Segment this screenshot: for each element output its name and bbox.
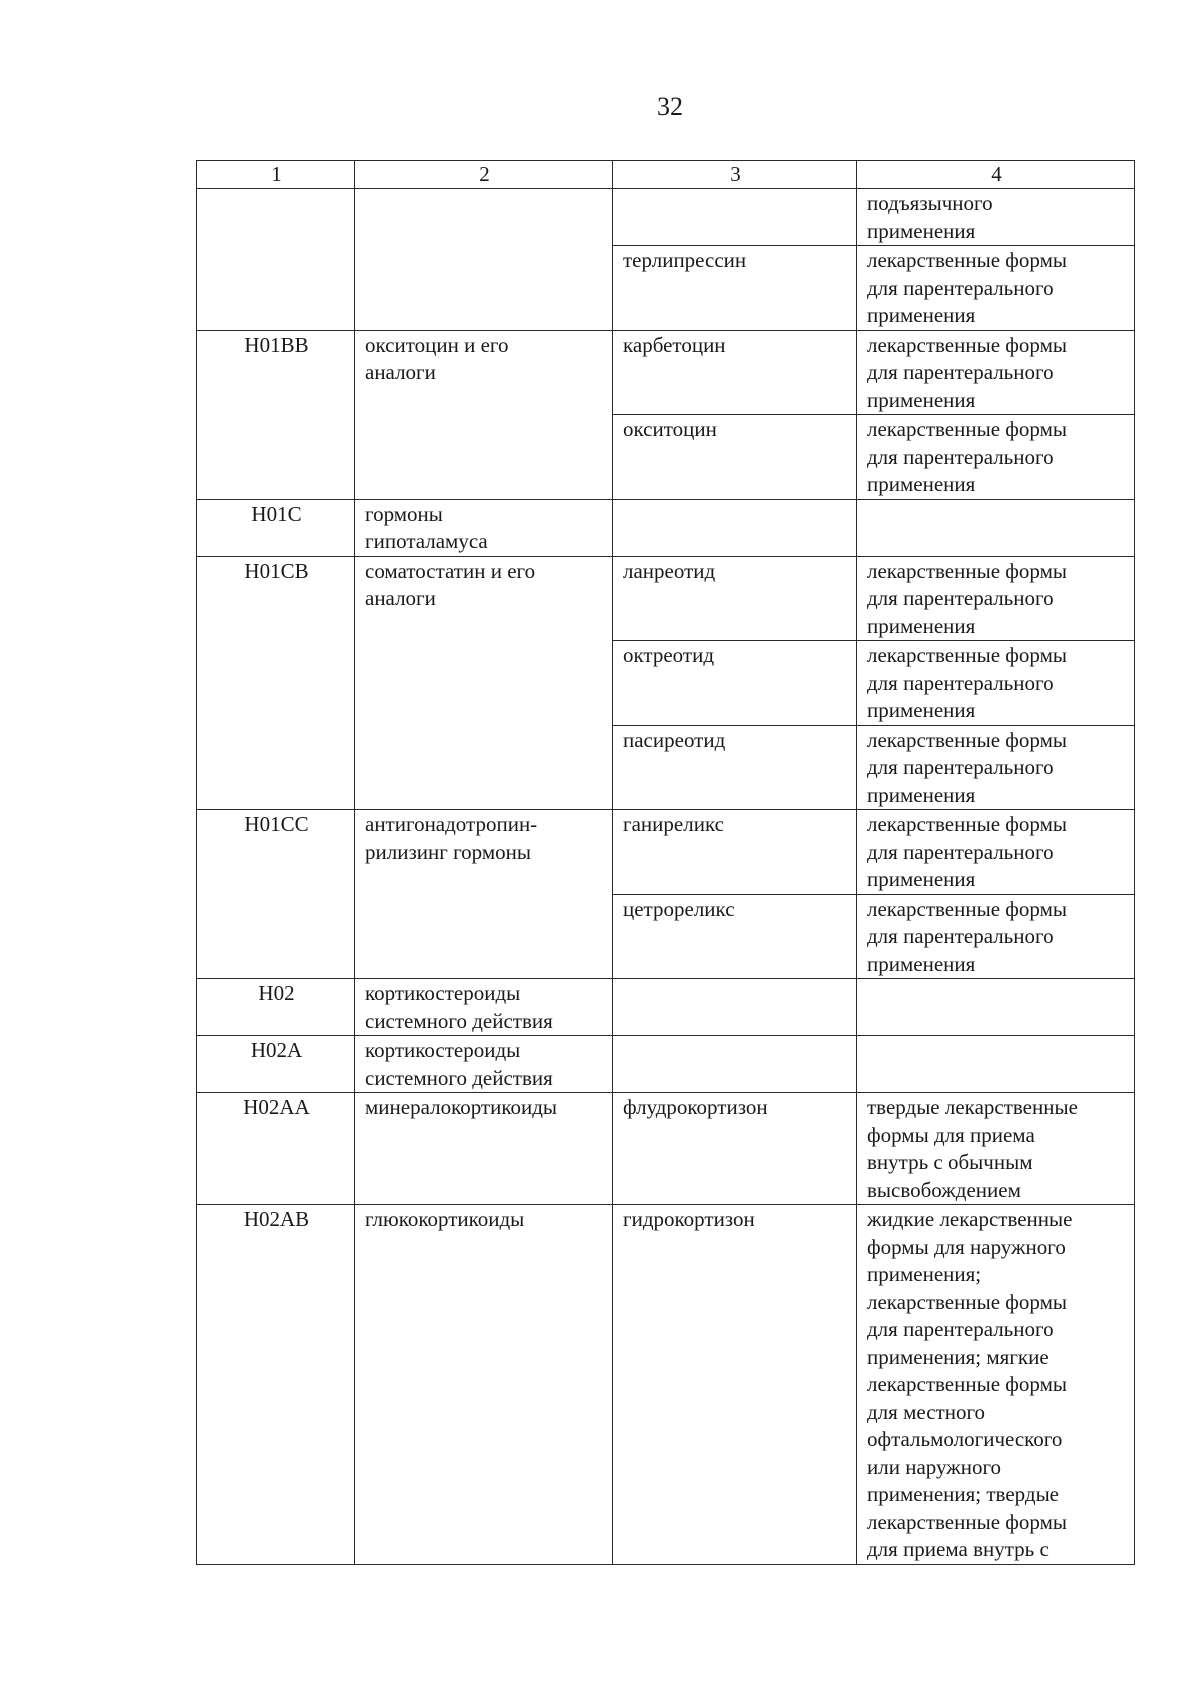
anatomical-therapeutic-group-cell <box>355 979 613 1036</box>
cell-text-line: для местного <box>867 1399 986 1424</box>
drug-name-cell: ганиреликс <box>613 810 857 895</box>
cell-text-line: жидкие лекарственные <box>867 1207 1073 1231</box>
dosage-form-cell <box>857 330 1135 415</box>
cell-text-line: лекарственные формы <box>867 248 1067 272</box>
cell-text-line: применения <box>867 613 976 638</box>
cell-text-line: гормоны <box>365 501 443 526</box>
cell-text-line: аналоги <box>365 360 436 384</box>
table-row <box>197 979 1135 1036</box>
cell-text-line: для парентерального <box>867 670 1054 695</box>
atc-code-cell: H02AA <box>197 1093 355 1205</box>
anatomical-therapeutic-group-cell <box>355 556 613 810</box>
cell-text-line: применения <box>867 387 976 412</box>
cell-text-line: формы для приема <box>867 1122 1035 1147</box>
cell-text-line: глюкокортикоиды <box>365 1207 525 1231</box>
cell-text-line: применения; мягкие <box>867 1344 1049 1369</box>
drug-name-cell <box>613 499 857 556</box>
atc-code-cell: H01C <box>197 499 355 556</box>
cell-text-line: лекарственные формы <box>867 417 1067 441</box>
dosage-form-cell <box>857 1036 1135 1093</box>
cell-text-line: системного действия <box>365 1065 553 1090</box>
dosage-form-cell <box>857 189 1135 246</box>
dosage-form-cell <box>857 415 1135 500</box>
atc-code-cell: H02A <box>197 1036 355 1093</box>
drug-name-cell: окситоцин <box>613 415 857 500</box>
dosage-form-cell <box>857 894 1135 979</box>
anatomical-therapeutic-group-cell <box>355 330 613 499</box>
drug-name-cell: терлипрессин <box>613 246 857 331</box>
cell-text-line: твердые лекарственные <box>867 1095 1078 1119</box>
cell-text-line: подъязычного <box>867 191 993 215</box>
anatomical-therapeutic-group-cell <box>355 1093 613 1205</box>
cell-text-line: для парентерального <box>867 839 1054 864</box>
cell-text-line: лекарственные формы <box>867 727 1067 752</box>
cell-text-line: для парентерального <box>867 755 1054 779</box>
cell-text-line: высвобождением <box>867 1177 1021 1202</box>
atc-code-cell: H01CB <box>197 556 355 810</box>
dosage-form-cell <box>857 1205 1135 1565</box>
cell-text-line: гипоталамуса <box>365 529 488 553</box>
drug-name-cell: флудрокортизон <box>613 1093 857 1205</box>
column-header: 2 <box>355 161 613 189</box>
cell-text-line: лекарственные формы <box>867 558 1067 583</box>
cell-text-line: применения <box>867 951 976 976</box>
cell-text-line: формы для наружного <box>867 1234 1066 1259</box>
drug-name-cell <box>613 189 857 246</box>
cell-text-line: лекарственные формы <box>867 812 1067 836</box>
column-header: 1 <box>197 161 355 189</box>
table-row <box>197 189 1135 246</box>
dosage-form-cell <box>857 556 1135 641</box>
table-row <box>197 1205 1135 1565</box>
cell-text-line: для парентерального <box>867 275 1054 300</box>
cell-text-line: кортикостероиды <box>365 1038 521 1062</box>
table-header-row <box>197 161 1135 189</box>
anatomical-therapeutic-group-cell <box>355 1036 613 1093</box>
cell-text-line: применения <box>867 867 976 891</box>
dosage-form-cell <box>857 246 1135 331</box>
anatomical-therapeutic-group-cell <box>355 189 613 331</box>
cell-text-line: лекарственные формы <box>867 643 1067 667</box>
cell-text-line: лекарственные формы <box>867 1289 1067 1314</box>
drug-name-cell: пасиреотид <box>613 725 857 810</box>
dosage-form-cell <box>857 979 1135 1036</box>
drug-name-cell <box>613 1036 857 1093</box>
cell-text-line: для парентерального <box>867 1317 1054 1341</box>
cell-text-line: применения; твердые <box>867 1482 1059 1506</box>
table-row <box>197 330 1135 415</box>
page-number: 32 <box>657 92 683 121</box>
cell-text-line: минералокортикоиды <box>365 1095 558 1119</box>
cell-text-line: внутрь с обычным <box>867 1150 1033 1174</box>
cell-text-line: для парентерального <box>867 924 1054 948</box>
drug-list-table <box>196 160 1135 1565</box>
table-row <box>197 499 1135 556</box>
cell-text-line: применения <box>867 218 976 243</box>
cell-text-line: применения <box>867 472 976 496</box>
cell-text-line: соматостатин и его <box>365 558 536 583</box>
cell-text-line: для приема внутрь с <box>867 1537 1049 1561</box>
cell-text-line: лекарственные формы <box>867 332 1067 357</box>
drug-name-cell: гидрокортизон <box>613 1205 857 1565</box>
table-row <box>197 1036 1135 1093</box>
cell-text-line: аналоги <box>365 586 436 610</box>
cell-text-line: для парентерального <box>867 444 1054 469</box>
cell-text-line: лекарственные формы <box>867 1509 1067 1534</box>
drug-name-cell <box>613 979 857 1036</box>
cell-text-line: рилизинг гормоны <box>365 839 532 864</box>
dosage-form-cell <box>857 725 1135 810</box>
table-row <box>197 810 1135 895</box>
cell-text-line: для парентерального <box>867 586 1054 610</box>
cell-text-line: лекарственные формы <box>867 1372 1067 1396</box>
anatomical-therapeutic-group-cell <box>355 499 613 556</box>
anatomical-therapeutic-group-cell <box>355 810 613 979</box>
cell-text-line: окситоцин и его <box>365 332 509 357</box>
dosage-form-cell <box>857 810 1135 895</box>
atc-code-cell: H01CC <box>197 810 355 979</box>
atc-code-cell: H02 <box>197 979 355 1036</box>
table-row <box>197 556 1135 641</box>
anatomical-therapeutic-group-cell <box>355 1205 613 1565</box>
column-header: 4 <box>857 161 1135 189</box>
column-header: 3 <box>613 161 857 189</box>
cell-text-line: антигонадотропин- <box>365 812 538 836</box>
cell-text-line: для парентерального <box>867 360 1054 384</box>
drug-name-cell: карбетоцин <box>613 330 857 415</box>
cell-text-line: или наружного <box>867 1454 1002 1479</box>
dosage-form-cell <box>857 641 1135 726</box>
cell-text-line: применения <box>867 303 976 327</box>
cell-text-line: лекарственные формы <box>867 896 1067 921</box>
table-row <box>197 1093 1135 1205</box>
drug-name-cell: ланреотид <box>613 556 857 641</box>
cell-text-line: применения; <box>867 1262 982 1286</box>
cell-text-line: кортикостероиды <box>365 981 521 1005</box>
atc-code-cell: H02AB <box>197 1205 355 1565</box>
cell-text-line: применения <box>867 782 976 807</box>
drug-name-cell: цетрореликс <box>613 894 857 979</box>
drug-name-cell: октреотид <box>613 641 857 726</box>
atc-code-cell: H01BB <box>197 330 355 499</box>
cell-text-line: системного действия <box>365 1008 553 1033</box>
cell-text-line: офтальмологического <box>867 1427 1063 1451</box>
dosage-form-cell <box>857 499 1135 556</box>
atc-code-cell <box>197 189 355 331</box>
dosage-form-cell <box>857 1093 1135 1205</box>
cell-text-line: применения <box>867 698 976 722</box>
